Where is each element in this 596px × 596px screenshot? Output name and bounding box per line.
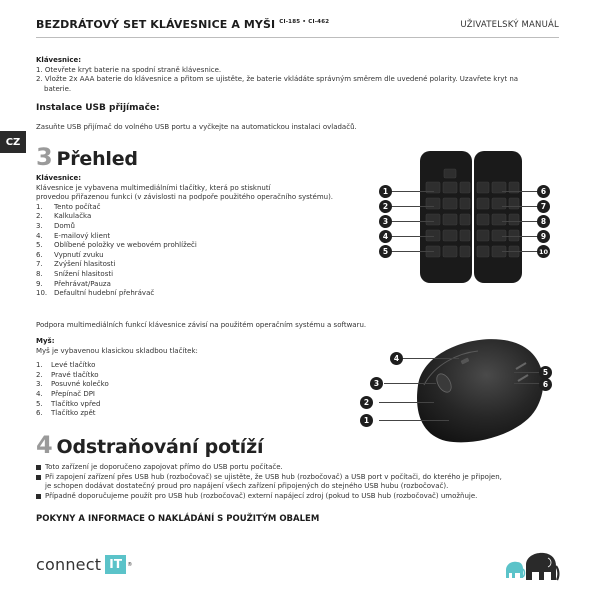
list-label: E-mailový klient [54,231,111,240]
mouse-callout-2: 2 [360,396,373,409]
list-number: 9. [36,279,43,288]
mouse-button-list [36,361,336,419]
list-item [36,270,396,280]
header-divider [36,37,559,38]
callout-line [384,383,436,384]
list-label: Vypnutí zvuku [54,250,104,259]
callout-line [514,372,540,373]
list-number: 6. [36,250,43,259]
small-elephant-icon [506,562,523,578]
mouse-illustration [363,325,558,450]
overview-keyboard-intro-1: Klávesnice je vybavena multimediálními tlačítky, která po stisknutí [36,183,271,192]
keyboard-callout-9: 9 [537,230,550,243]
list-number: 4. [36,389,43,398]
mouse-callout-5: 5 [539,366,552,379]
callout-line [391,221,434,222]
callout-line [502,251,542,252]
overview-mouse-heading: Myš: [36,337,55,345]
support-note: Podpora multimediálních funkcí klávesnice závisí na použitém operačním systému a softwaru. [36,321,367,329]
language-tab: CZ [0,131,26,153]
disposal-heading: POKYNY A INFORMACE O NAKLÁDÁNÍ S POUŽITÝM OBALEM [36,514,320,524]
keyboard-callout-5: 5 [379,245,392,258]
list-item [36,251,396,261]
callout-line [379,402,434,403]
list-label: Tlačítko zpět [51,409,96,418]
bullet-text-cont: je schopen dodávat dostatečný proud pro napájení všech zařízení připojených do stejného USB hubu (rozbočovač). [45,482,449,491]
list-number: 3. [36,380,43,389]
callout-line [502,191,542,192]
list-label: Oblíbené položky ve webovém prohlížeči [54,241,197,250]
list-label: Tlačítko vpřed [51,399,101,408]
overview-keyboard-text [36,174,396,299]
keyboard-key-list [36,203,396,299]
keyboard-callout-7: 7 [537,200,550,213]
keyboard-step-2-cont: baterie. [44,84,72,93]
document-title [36,18,329,31]
callout-line [502,221,542,222]
list-item [36,400,336,410]
callout-line [502,206,542,207]
mouse-callout-6: 6 [539,378,552,391]
list-number: 2. [36,212,43,221]
keyboard-step-1: 1. Otevřete kryt baterie na spodní straně klávesnice. [36,65,222,74]
brand-logo [36,555,132,574]
keyboard-battery-section [36,56,556,94]
keyboard-callout-1: 1 [379,185,392,198]
list-label: Kalkulačka [54,212,92,221]
list-number: 5. [36,399,43,408]
list-item [36,222,396,232]
list-item [36,409,336,419]
list-item [36,241,396,251]
usb-heading: Instalace USB přijímače: [36,103,160,113]
overview-number: 3 [36,143,53,171]
list-label: Přehrávat/Pauza [54,279,111,288]
overview-keyboard-intro-2: provedou přiřazenou funkci (v závislosti na podpoře použitého operačního systému). [36,193,334,202]
list-item [36,203,396,213]
list-number: 6. [36,409,43,418]
overview-heading [36,143,138,171]
keyboard-callout-10: 10 [537,245,550,258]
bullet-text: Při zapojení zařízení přes USB hub (rozbočovač) se ujistěte, že USB hub (rozbočovač) a USB port v počítači, do kterého je připojen, [45,472,502,481]
callout-line [391,206,434,207]
mouse-drawing [366,325,558,450]
list-number: 1. [36,202,43,211]
list-item [36,463,560,473]
keyboard-callout-4: 4 [379,230,392,243]
list-number: 4. [36,231,43,240]
list-number: 5. [36,241,43,250]
list-label: Defaultní hudební přehrávač [54,289,155,298]
document-title-text: BEZDRÁTOVÝ SET KLÁVESNICE A MYŠI [36,18,276,31]
bullet-icon [36,465,41,470]
list-item [36,232,396,242]
list-label: Domů [54,221,75,230]
keyboard-battery-heading: Klávesnice: [36,56,82,64]
model-numbers: CI-185 • CI-462 [279,19,330,26]
list-number: 8. [36,269,43,278]
list-label: Pravé tlačítko [51,370,99,379]
troubleshooting-list [36,463,560,501]
list-item [36,371,336,381]
list-item [36,260,396,270]
keyboard-step-2: 2. Vložte 2x AAA baterie do klávesnice a přitom se ujistěte, že baterie vkládáte správným směrem dle uvedené polarity. Uzavřete kryt na [36,75,519,84]
keyboard-drawing [376,147,556,287]
troubleshooting-heading [36,431,263,459]
list-number: 7. [36,260,43,269]
logo-text: connect [36,555,102,574]
mouse-callout-3: 3 [370,377,383,390]
manual-label: UŽIVATELSKÝ MANUÁL [460,20,559,30]
list-label: Snížení hlasitosti [54,269,114,278]
callout-line [401,358,459,359]
list-item [36,212,396,222]
mouse-callout-1: 1 [360,414,373,427]
mouse-callout-4: 4 [390,352,403,365]
list-item [36,289,396,299]
keyboard-callout-8: 8 [537,215,550,228]
list-label: Levé tlačítko [51,361,96,370]
list-number: 1. [36,361,43,370]
big-elephant-icon [526,553,556,580]
callout-line [391,251,434,252]
elephant-mascot-icon [504,550,560,582]
bullet-icon [36,475,41,480]
logo-badge: IT [105,555,126,574]
list-label: Tento počítač [54,202,101,211]
callout-line [391,191,434,192]
overview-title: Přehled [56,148,138,170]
list-item [36,473,560,483]
mouse-body [417,339,543,442]
overview-mouse-intro: Myš je vybavenou klasickou skladbou tlačítek: [36,346,198,355]
callout-line [514,383,540,384]
keyboard-callout-2: 2 [379,200,392,213]
troubleshooting-number: 4 [36,431,53,459]
keyboard-callout-6: 6 [537,185,550,198]
overview-keyboard-heading: Klávesnice: [36,174,82,182]
logo-registered: ® [127,561,133,568]
list-number: 2. [36,370,43,379]
list-label: Posuvné kolečko [51,380,109,389]
list-item [36,492,560,502]
list-number: 10. [36,289,48,298]
bullet-text: Toto zařízení je doporučeno zapojovat přímo do USB portu počítače. [45,463,283,471]
list-label: Zvýšení hlasitosti [54,260,116,269]
overview-mouse-text [36,337,336,419]
bullet-icon [36,494,41,499]
keyboard-illustration [376,147,556,287]
usb-text: Zasuňte USB přijímač do volného USB portu a vyčkejte na automatickou instalaci ovladačů. [36,123,357,131]
keyboard-callout-3: 3 [379,215,392,228]
list-item [36,361,336,371]
callout-line [502,236,542,237]
list-item [36,280,396,290]
list-item [36,380,336,390]
list-item [36,390,336,400]
bullet-text: Případně doporučujeme použít pro USB hub (rozbočovač) externí napájecí zdroj (pokud to USB hub (rozbočovač) umožňuje. [45,491,478,500]
list-label: Přepínač DPI [51,389,95,398]
elephants-drawing [504,550,560,582]
troubleshooting-title: Odstraňování potíží [56,436,264,458]
callout-line [391,236,434,237]
list-number: 3. [36,221,43,230]
callout-line [379,420,449,421]
